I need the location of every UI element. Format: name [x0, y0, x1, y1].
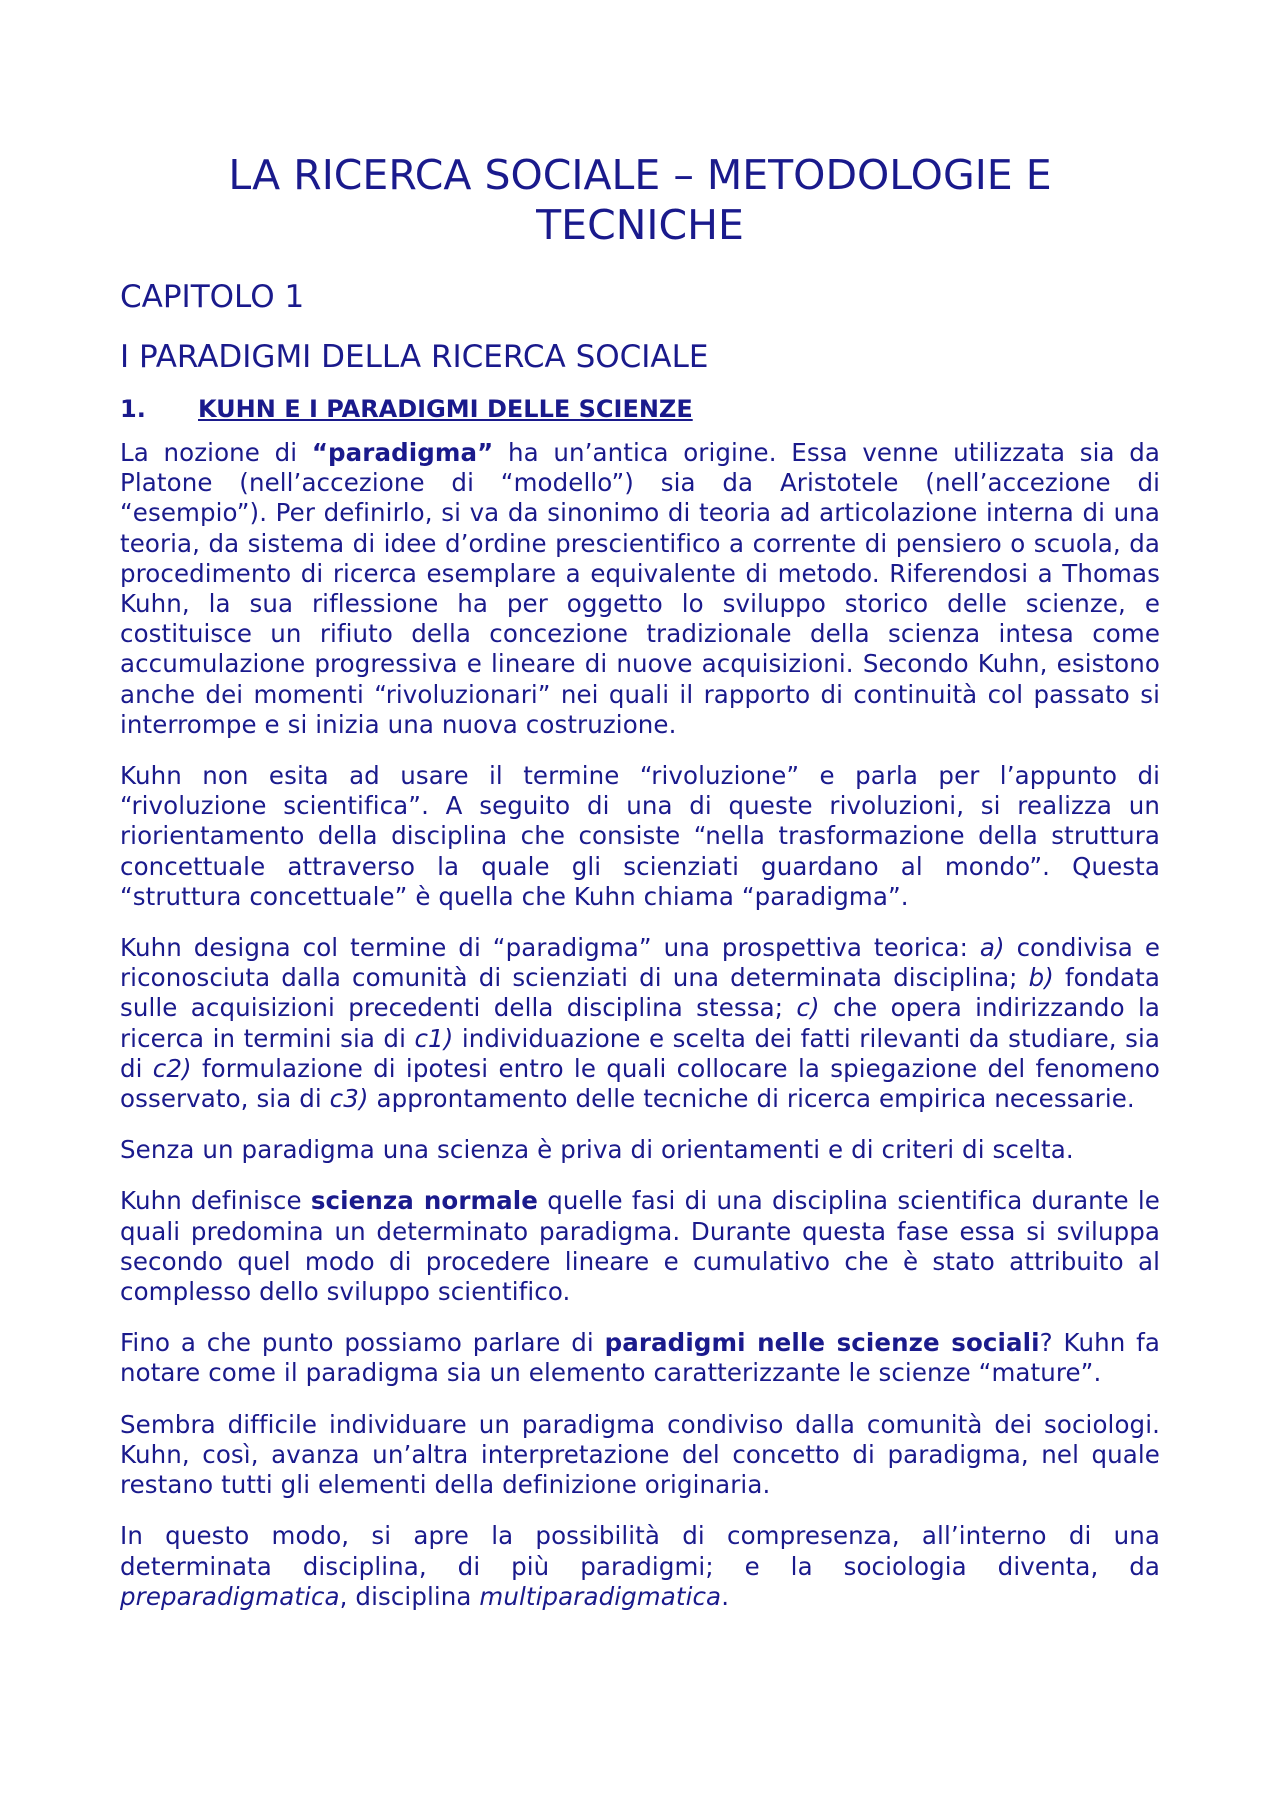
chapter-subtitle: I PARADIGMI DELLA RICERCA SOCIALE [120, 339, 709, 375]
p3-marker-c2: c2) [152, 1053, 192, 1083]
p5-bold-term: scienza normale [310, 1186, 538, 1216]
p3-text-4: che opera indirizzando la ricerca in termini sia di [120, 993, 1160, 1053]
p3-marker-c1: c1) [414, 1023, 454, 1053]
p3-text-1: Kuhn designa col termine di “paradigma” una prospettiva teorica: [120, 933, 980, 963]
p1-text-a: La nozione di [120, 438, 312, 467]
section-title: KUHN E I PARADIGMI DELLE SCIENZE [198, 395, 693, 423]
p3-text-7: approntamento delle tecniche di ricerca empirica necessarie. [368, 1084, 1135, 1114]
p1-bold-term: “paradigma” [311, 438, 494, 467]
p3-marker-c3: c3) [329, 1084, 369, 1114]
p5-text-c: quelle fasi di una disciplina scientifica durante le quali predomina un determinato paradigma. Durante questa fase essa si sviluppa secondo quel modo di procedere lineare e cumulativo che è stato attribuito al complesso dello sviluppo scientifico. [120, 1186, 1160, 1307]
p6-text-a: Fino a che punto possiamo parlare di [120, 1328, 605, 1358]
paragraph-5 [120, 1186, 1160, 1307]
section-heading [120, 394, 1160, 424]
paragraph-1 [120, 438, 1160, 740]
p3-marker-b: b) [1028, 963, 1054, 993]
p3-marker-c: c) [796, 993, 820, 1023]
p1-text-c: ha un’antica origine. Essa venne utilizzata sia da Platone (nell’accezione di “modello”) sia da Aristotele (nell’accezione di “esempio”). Per definirlo, si va da sinonimo di teoria ad articolazione interna di una teoria, da sistema di idee d’ordine prescientifico a corrente di pensiero o scuola, da procedimento di ricerca esemplare a equivalente di metodo. Riferendosi a Thomas Kuhn, la sua riflessione ha per oggetto lo sviluppo storico delle scienze, e costituisce un rifiuto della concezione tradizionale della scienza intesa come accumulazione progressiva e lineare di nuove acquisizioni. Secondo Kuhn, esistono anche dei momenti “rivoluzionari” nei quali il rapporto di continuità col passato si interrompe e si inizia una nuova costruzione. [120, 438, 1161, 739]
document-title [120, 150, 1160, 250]
paragraph-3 [120, 933, 1160, 1114]
paragraph-7: Sembra difficile individuare un paradigma condiviso dalla comunità dei sociologi. Kuhn, così, avanza un’altra interpretazione del concetto di paradigma, nel quale restano tutti gli elementi della definizione originaria. [120, 1409, 1160, 1500]
p6-text-c: ? Kuhn fa notare come il paradigma sia un elemento caratterizzante le scienze “mature”. [120, 1328, 1160, 1388]
p3-marker-a: a) [979, 933, 1005, 963]
title-line-1: LA RICERCA SOCIALE – METODOLOGIE E [228, 151, 1052, 199]
p8-text-b: , disciplina [339, 1581, 480, 1611]
paragraph-6 [120, 1328, 1160, 1388]
paragraph-4: Senza un paradigma una scienza è priva di orientamenti e di criteri di scelta. [120, 1135, 1074, 1165]
document-page [120, 150, 1160, 1633]
p8-text-a: In questo modo, si apre la possibilità di compresenza, all’interno di una determinata disciplina, di più paradigmi; e la sociologia diventa, da [120, 1521, 1160, 1581]
paragraph-2: Kuhn non esita ad usare il termine “rivoluzione” e parla per l’appunto di “rivoluzione scientifica”. A seguito di una di queste rivoluzioni, si realizza un riorientamento della disciplina che consiste “nella trasformazione della struttura concettuale attraverso la quale gli scienziati guardano al mondo”. Questa “struttura concettuale” è quella che Kuhn chiama “paradigma”. [120, 761, 1160, 911]
paragraph-8 [120, 1521, 1160, 1612]
p3-text-6: formulazione di ipotesi entro le quali collocare la spiegazione del fenomeno osservato, sia di [120, 1053, 1160, 1114]
p8-text-c: . [721, 1581, 730, 1611]
p8-italic-1: preparadigmatica [120, 1581, 340, 1611]
p3-text-5: individuazione e scelta dei fatti rilevanti da studiare, sia di [120, 1023, 1160, 1083]
section-number: 1. [120, 395, 146, 423]
chapter-heading: CAPITOLO 1 [120, 279, 305, 315]
p8-italic-2: multiparadigmatica [479, 1581, 722, 1611]
title-line-2: TECNICHE [536, 201, 744, 249]
p6-bold-term: paradigmi nelle scienze sociali [604, 1328, 1040, 1358]
p3-text-3: fondata sulle acquisizioni precedenti della disciplina stessa; [120, 963, 1160, 1023]
p5-text-a: Kuhn definisce [120, 1186, 311, 1216]
p3-text-2: condivisa e riconosciuta dalla comunità di scienziati di una determinata disciplina; [120, 933, 1160, 993]
